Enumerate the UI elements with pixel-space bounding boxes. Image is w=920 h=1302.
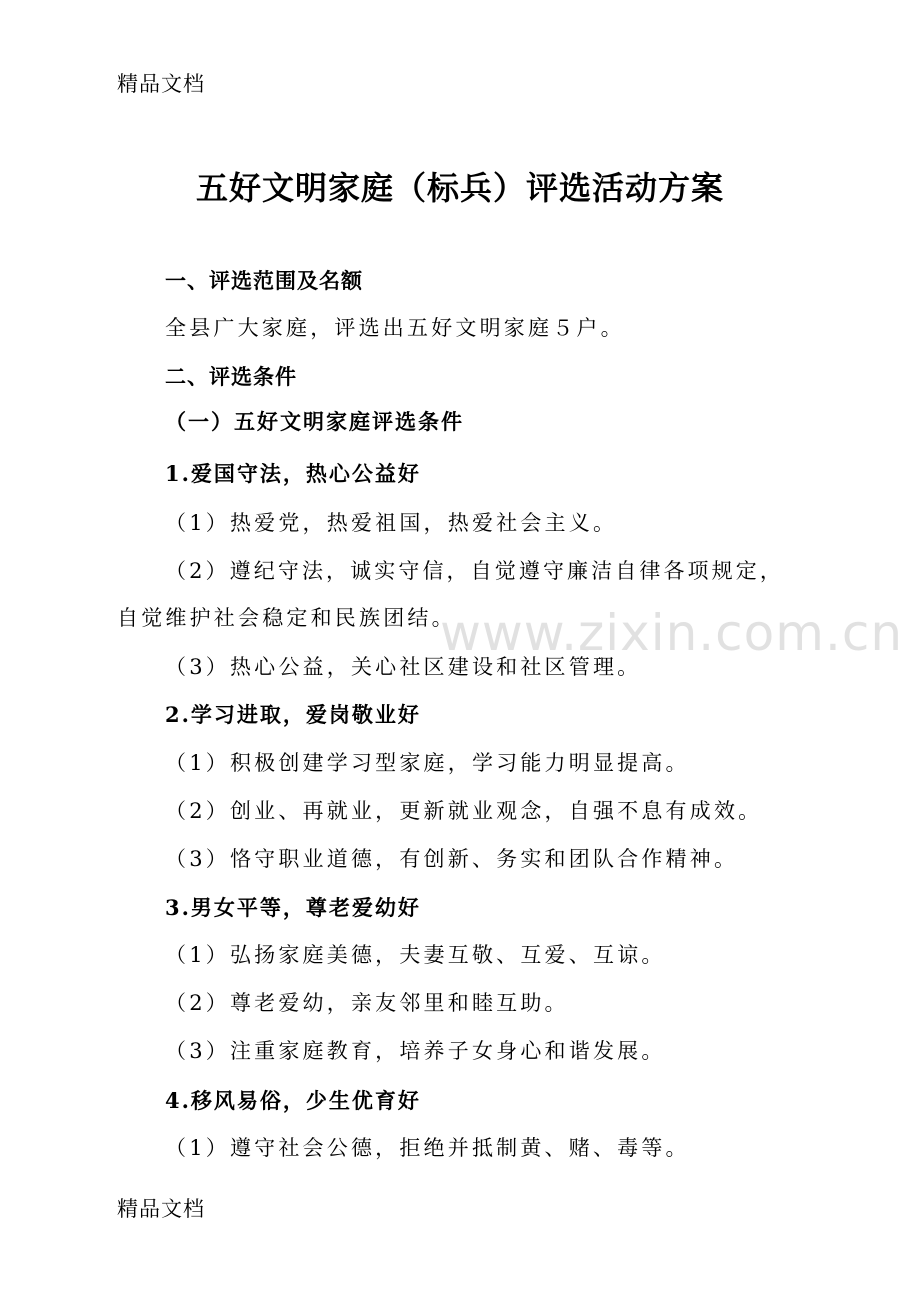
section-heading-1: 一、评选范围及名额 <box>165 269 363 293</box>
criteria-item: （2）创业、再就业，更新就业观念，自强不息有成效。 <box>165 799 763 823</box>
criteria-item: （1）积极创建学习型家庭，学习能力明显提高。 <box>165 751 690 775</box>
site-watermark: www.zixin.com.cn <box>440 604 904 662</box>
criteria-item: （2）遵纪守法，诚实守信，自觉遵守廉洁自律各项规定， <box>165 559 784 583</box>
criteria-item-continuation: 自觉维护社会稳定和民族团结。 <box>117 606 456 630</box>
criteria-item: （1）遵守社会公德，拒绝并抵制黄、赌、毒等。 <box>165 1136 690 1160</box>
footer-watermark-text: 精品文档 <box>117 1197 205 1221</box>
subsection-heading-1: （一）五好文明家庭评选条件 <box>165 410 464 434</box>
document-title: 五好文明家庭（标兵）评选活动方案 <box>195 169 724 207</box>
criteria-item: （3）热心公益，关心社区建设和社区管理。 <box>165 655 642 679</box>
criteria-item: （3）恪守职业道德，有创新、务实和团队合作精神。 <box>165 847 739 871</box>
criteria-heading-3: 3.男女平等，尊老爱幼好 <box>165 895 421 920</box>
criteria-item: （1）弘扬家庭美德，夫妻互敬、互爱、互谅。 <box>165 943 666 967</box>
criteria-item: （3）注重家庭教育，培养子女身心和谐发展。 <box>165 1039 666 1063</box>
criteria-heading-1: 1.爱国守法，热心公益好 <box>165 461 421 486</box>
criteria-item: （2）尊老爱幼，亲友邻里和睦互助。 <box>165 991 569 1015</box>
paragraph-scope: 全县广大家庭，评选出五好文明家庭５户。 <box>165 316 625 340</box>
section-heading-2: 二、评选条件 <box>165 365 297 389</box>
criteria-item: （1）热爱党，热爱祖国，热爱社会主义。 <box>165 511 618 535</box>
criteria-heading-4: 4.移风易俗，少生优育好 <box>165 1088 421 1113</box>
criteria-heading-2: 2.学习进取，爱岗敬业好 <box>165 702 421 727</box>
header-watermark-text: 精品文档 <box>117 72 205 96</box>
